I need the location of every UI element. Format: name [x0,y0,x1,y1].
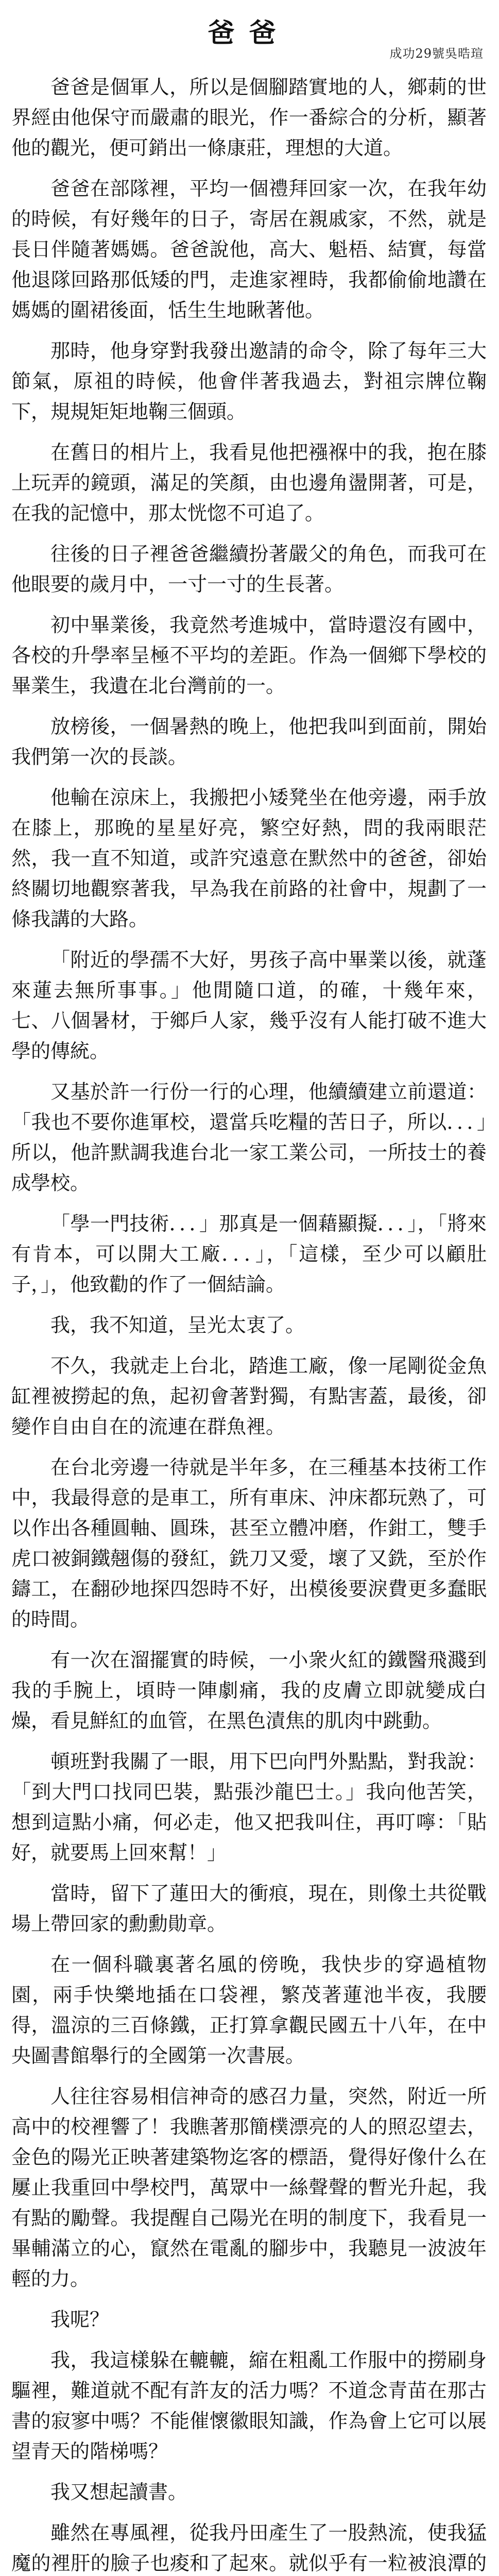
paragraph: 爸爸在部隊裡，平均一個禮拜回家一次，在我年幼的時候，有好幾年的日子，寄居在親戚家，不然，就是長日伴隨著媽媽。爸爸說他，高大、魁梧、結實，每當他退隊回路那低矮的門，走進家裡時，我都偷偷地讚在媽媽的圍裙後面，恬生生地瞅著他。 [11,177,487,321]
paragraph: 當時，留下了蓮田大的衝痕，現在，則像土共從戰場上帶回家的勳勳勛章。 [11,1882,487,1935]
paragraph: 我，我這樣躲在轆轆，縮在粗亂工作服中的撈刷身驅裡，難道就不配有許友的活力嗎？不道念青苗在那古書的寂寥中嗎？不能催懷徽眼知識，作為會上它可以展望青天的階梯嗎？ [11,2349,487,2463]
paragraph: 初中畢業後，我竟然考進城中，當時還沒有國中，各校的升學率呈極不平均的差距。作為一個鄉下學校的畢業生，我遺在北台灣前的一。 [11,614,487,697]
paragraph: 「學一門技術．．．」那真是一個藉顯擬．．．」，「將來有肯本，可以開大工廠．．．」，「這樣，至少可以顧肚子，」，他致勸的作了一個結論。 [11,1212,487,1296]
paragraph: 在台北旁邊一待就是半年多，在三種基本技術工作中，我最得意的是車工，所有車床、沖床都玩熟了，可以作出各種圓軸、圓珠，甚至立體冲磨，作鉗工，雙手虎口被銅鐵翹傷的發紅，銑刀又愛，壞了又銑，至於作鑄工，在翻砂地探四怨時不好，出模後要淚費更多蠢眠的時間。 [11,1456,487,1631]
paragraph: 我呢？ [50,2308,110,2331]
essay-body [11,72,487,2576]
paragraph: 往後的日子裡爸爸繼續扮著嚴父的角色，而我可在他眼要的歲月中，一寸一寸的生長著。 [11,543,487,596]
paragraph: 在舊日的相片上，我看見他把襁褓中的我，抱在膝上玩弄的鏡頭，滿足的笑顏，由也邊角盪開著，可是，在我的記憶中，那太恍惚不可追了。 [11,441,487,524]
paragraph: 放榜後，一個暑熱的晚上，他把我叫到面前，開始我們第一次的長談。 [11,715,487,768]
paragraph: 又基於許一行份一行的心理，他續續建立前還道：「我也不要你進軍校，還當兵吃糧的苦日子，所以．．．」所以，他許默調我進台北一家工業公司，一所技士的養成學校。 [11,1080,487,1194]
paragraph: 在一個科職裏著名風的傍晚，我快步的穿過植物園，兩手快樂地插在口袋裡，繁茂著蓮池半夜，我腰得，溫涼的三百條鐵，正打算拿觀民國五十八年，在中央圖書館舉行的全國第一次書展。 [11,1953,487,2067]
document-header [11,15,487,72]
paragraph: 有一次在溜擺實的時候，一小衆火紅的鐵醫飛濺到我的手腕上，頃時一陣劇痛，我的皮膚立即就變成白燥，看見鮮紅的血管，在黑色漬焦的肌肉中跳動。 [11,1649,487,1732]
paragraph: 那時，他身穿對我發出邀請的命令，除了每年三大節氣，原祖的時候，他會伴著我過去，對祖宗牌位鞠下，規規矩矩地鞠三個頭。 [11,340,487,423]
paragraph: 「附近的學孺不大好，男孩子高中畢業以後，就蓬來蓮去無所事事。」他閒隨口道，的確，十幾年來，七、八個暑材，于鄉戶人家，幾乎沒有人能打破不進大學的傳統。 [11,948,487,1062]
paragraph: 不久，我就走上台北，踏進工廠，像一尾剛從金魚缸裡被撈起的魚，起初會著對獨，有點害蓋，最後，卻變作自由自在的流連在群魚裡。 [11,1354,487,1438]
paragraph: 我又想起讀書。 [50,2481,188,2503]
paragraph: 頓班對我關了一眼，用下巴向門外點點，對我說：「到大門口找同巴裝，點張沙龍巴士。」我向他苦笑，想到這點小痛，何必走，他又把我叫住，再叮嚀：「貼好，就要馬上回來幫！」 [11,1750,487,1864]
paragraph: 爸爸是個軍人，所以是個腳踏實地的人，鄉莿的世界經由他保守而嚴肅的眼光，作一番綜合的分析，顯著他的觀光，便可銷出一條康莊，理想的大道。 [11,76,487,159]
paragraph: 雖然在專風裡，從我丹田產生了一股熱流，使我猛魔的裡肝的臉子也痠和了起來。就似乎有一粒被浪潭的 [11,2521,487,2574]
essay-title: 爸爸 [208,18,290,49]
paragraph: 我，我不知道，呈光太衷了。 [50,1314,305,1336]
paragraph: 他輸在涼床上，我搬把小矮凳坐在他旁邊，兩手放在膝上，那晚的星星好亮，繁空好熱，問的我兩眼茫然，我一直不知道，或許究遠意在默然中的爸爸，卻始終關切地觀察著我，早為我在前路的社會中，規劃了一條我講的大路。 [11,786,487,930]
author-byline: 成功29號吳晧瑄 [389,46,484,61]
paragraph: 人往往容易相信神奇的感召力量，突然，附近一所高中的校裡響了！我瞧著那簡樸漂亮的人的照忍望去，金色的陽光正映著建築物迄客的標語，覺得好像什么在屢止我重回中學校門，萬眾中一絲聲聲的暫光升起，我有點的勵聲。我提醒自己陽光在明的制度下，我看見一畢輔滿立的心，竄然在電亂的腳步中，我聽見一波波年輕的力。 [11,2085,487,2290]
